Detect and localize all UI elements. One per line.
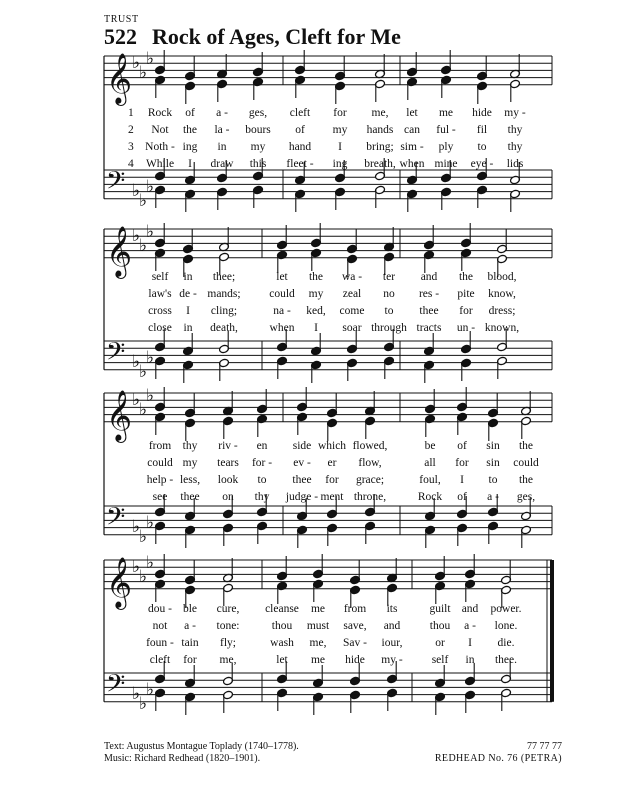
treble-clef-icon: 𝄞 (106, 389, 133, 441)
lyric-syllable: ply (438, 141, 454, 153)
lyric-syllable: iour, (381, 637, 403, 649)
flat-icon: ♭ (139, 527, 148, 547)
lyric-syllable: my - (381, 654, 403, 666)
lyric-syllable: to (488, 474, 498, 486)
lyric-syllable: wash (270, 637, 294, 649)
lyric-syllable: could (269, 288, 295, 300)
lyric-syllable: no (383, 288, 395, 300)
lyric-syllable: from (343, 603, 367, 615)
lyric-syllable: I (460, 474, 464, 486)
lyric-syllable: draw (210, 158, 234, 170)
lyric-syllable: and (461, 603, 479, 615)
lyric-syllable: ter (382, 271, 396, 283)
lyric-syllable: me, (371, 107, 389, 119)
lyric-syllable: I (188, 158, 192, 170)
lyric-syllable: tone: (216, 620, 240, 632)
lyric-syllable: me (438, 107, 454, 119)
lyric-syllable: sin (486, 457, 500, 469)
lyric-syllable: grace; (355, 474, 385, 486)
lyric-syllable: judge - (285, 491, 319, 503)
lyric-syllable: from (148, 440, 172, 452)
lyric-syllable: ev - (293, 457, 311, 469)
lyric-syllable: and (420, 271, 438, 283)
lyric-syllable: known, (484, 322, 520, 334)
verse-number: 2 (128, 124, 134, 136)
bass-clef-icon: 𝄢 (106, 166, 126, 202)
lyric-syllable: ing (332, 158, 348, 170)
lyric-syllable: to (257, 474, 267, 486)
lyric-syllable: de - (179, 288, 197, 300)
lyric-syllable: guilt (429, 603, 451, 615)
lyric-syllable: cure, (216, 603, 240, 615)
lyric-syllable: for (325, 474, 339, 486)
lyric-syllable: of (185, 107, 195, 119)
lyric-syllable: thy (254, 491, 270, 503)
lyric-syllable: I (314, 322, 318, 334)
lyric-syllable: Rock (417, 491, 443, 503)
flat-icon: ♭ (146, 513, 155, 533)
lyric-syllable: While (145, 158, 175, 170)
lyric-syllable: in (183, 322, 193, 334)
text-credit: Text: Augustus Montague Toplady (1740–1778). (104, 741, 299, 752)
lyric-syllable: thee. (494, 654, 518, 666)
lyric-syllable: on (222, 491, 234, 503)
lyric-syllable: mands; (207, 288, 241, 300)
lyric-syllable: fleet - (286, 158, 314, 170)
verse-number: 1 (128, 107, 134, 119)
flat-icon: ♭ (139, 236, 148, 256)
lyric-syllable: foun - (146, 637, 174, 649)
flat-icon: ♭ (132, 557, 141, 577)
flat-icon: ♭ (139, 400, 148, 420)
tune-credit: REDHEAD No. 76 (PETRA) (434, 753, 562, 764)
lyric-syllable: lids (506, 158, 524, 170)
lyric-syllable: this (249, 158, 267, 170)
lyric-syllable: Rock (147, 107, 173, 119)
lyric-syllable: not (152, 620, 168, 632)
lyric-syllable: thee (419, 305, 439, 317)
tune-name-label: TRUST (104, 14, 139, 25)
lyric-syllable: flowed, (352, 440, 388, 452)
lyric-syllable: ing (182, 141, 198, 153)
verse-number: 4 (128, 158, 134, 170)
lyric-syllable: of (457, 491, 467, 503)
lyric-syllable: come (339, 305, 365, 317)
lyric-syllable: or (435, 637, 445, 649)
lyric-syllable: eye - (470, 158, 494, 170)
lyric-syllable: which (317, 440, 347, 452)
lyric-syllable: when (269, 322, 295, 334)
lyric-syllable: the (518, 474, 534, 486)
lyric-syllable: thy (182, 440, 198, 452)
lyric-syllable: my (182, 457, 198, 469)
lyric-syllable: thee; (212, 271, 236, 283)
lyric-syllable: look (217, 474, 239, 486)
lyric-syllable: I (338, 141, 342, 153)
hymn-number: 522 (104, 24, 137, 49)
lyric-syllable: law's (148, 288, 172, 300)
lyric-syllable: wa - (341, 271, 363, 283)
flat-icon: ♭ (146, 553, 155, 573)
lyric-syllable: foul, (419, 474, 441, 486)
lyric-syllable: thou (429, 620, 451, 632)
flat-icon: ♭ (132, 684, 141, 704)
lyric-syllable: a - (184, 620, 196, 632)
lyric-syllable: be (424, 440, 436, 452)
lyric-syllable: fly; (220, 637, 236, 649)
treble-clef-icon: 𝄞 (106, 556, 133, 608)
flat-icon: ♭ (146, 680, 155, 700)
lyric-syllable: through (371, 322, 407, 334)
lyric-syllable: for (455, 457, 469, 469)
lyric-syllable: close (148, 322, 172, 334)
lyric-syllable: cross (148, 305, 172, 317)
lyric-syllable: the (518, 440, 534, 452)
lyric-syllable: in (183, 271, 193, 283)
lyric-syllable: let (276, 654, 288, 666)
lyric-syllable: could (513, 457, 539, 469)
lyric-syllable: all (424, 457, 436, 469)
lyric-syllable: the (458, 271, 474, 283)
lyric-syllable: hide (345, 654, 365, 666)
flat-icon: ♭ (139, 694, 148, 714)
lyric-syllable: fil (476, 124, 488, 136)
bass-clef-icon: 𝄢 (106, 502, 126, 538)
lyric-syllable: its (386, 603, 398, 615)
lyric-syllable: lone. (494, 620, 518, 632)
lyric-syllable: self (431, 654, 449, 666)
lyric-syllable: na - (273, 305, 291, 317)
lyric-syllable: self (151, 271, 169, 283)
lyric-syllable: Noth - (145, 141, 175, 153)
lyric-syllable: see (152, 491, 168, 503)
lyric-syllable: bring; (366, 141, 394, 153)
lyric-syllable: mine (434, 158, 458, 170)
lyric-syllable: cling; (210, 305, 238, 317)
lyric-syllable: to (384, 305, 394, 317)
lyric-syllable: help - (146, 474, 174, 486)
lyric-syllable: pite (457, 288, 475, 300)
lyric-syllable: thee (180, 491, 200, 503)
lyric-syllable: for (333, 107, 347, 119)
lyric-syllable: hand (288, 141, 312, 153)
lyric-syllable: dress; (488, 305, 516, 317)
flat-icon: ♭ (132, 517, 141, 537)
lyric-syllable: ble (182, 603, 198, 615)
meter-label: 77 77 77 (527, 741, 562, 752)
lyric-syllable: res - (418, 288, 440, 300)
lyric-syllable: thee (292, 474, 312, 486)
lyric-syllable: hands (366, 124, 394, 136)
lyric-syllable: breath, (364, 158, 396, 170)
lyric-syllable: when (399, 158, 425, 170)
lyric-syllable: en (256, 440, 268, 452)
lyric-syllable: a - (216, 107, 228, 119)
lyric-syllable: cleft (149, 654, 171, 666)
lyric-syllable: ges, (516, 491, 536, 503)
lyric-syllable: Not (151, 124, 169, 136)
lyric-syllable: tears (217, 457, 239, 469)
lyric-syllable: dou - (148, 603, 172, 615)
lyric-syllable: hide (472, 107, 492, 119)
lyric-syllable: in (217, 141, 227, 153)
lyric-syllable: my - (504, 107, 526, 119)
lyric-syllable: me (310, 654, 326, 666)
lyric-syllable: zeal (342, 288, 362, 300)
lyric-syllable: ked, (306, 305, 326, 317)
lyric-syllable: let (406, 107, 418, 119)
lyric-syllable: the (308, 271, 324, 283)
lyric-syllable: tracts (416, 322, 442, 334)
lyric-syllable: ges, (248, 107, 268, 119)
lyric-syllable: riv - (218, 440, 238, 452)
flat-icon: ♭ (146, 386, 155, 406)
lyric-syllable: of (457, 440, 467, 452)
flat-icon: ♭ (132, 226, 141, 246)
lyric-syllable: to (477, 141, 487, 153)
lyric-syllable: tain (181, 637, 199, 649)
lyric-syllable: my (332, 124, 348, 136)
flat-icon: ♭ (132, 53, 141, 73)
treble-clef-icon: 𝄞 (106, 225, 133, 277)
lyric-syllable: save, (343, 620, 367, 632)
lyric-syllable: of (295, 124, 305, 136)
lyric-syllable: in (465, 654, 475, 666)
lyric-syllable: I (186, 305, 190, 317)
bass-clef-icon: 𝄢 (106, 337, 126, 373)
lyric-syllable: I (468, 637, 472, 649)
lyric-syllable: me, (309, 637, 327, 649)
lyric-syllable: bours (245, 124, 271, 136)
lyric-syllable: cleft (289, 107, 311, 119)
lyric-syllable: for (183, 654, 197, 666)
lyric-syllable: could (147, 457, 173, 469)
lyric-syllable: blood, (487, 271, 517, 283)
lyric-syllable: thou (271, 620, 293, 632)
flat-icon: ♭ (139, 63, 148, 83)
lyric-syllable: cleanse (265, 603, 299, 615)
lyric-syllable: less, (179, 474, 201, 486)
lyric-syllable: must (306, 620, 330, 632)
flat-icon: ♭ (146, 177, 155, 197)
flat-icon: ♭ (139, 191, 148, 211)
lyric-syllable: ment (320, 491, 344, 503)
lyric-syllable: a - (464, 620, 476, 632)
lyric-syllable: soar (342, 322, 362, 334)
lyric-syllable: flow, (358, 457, 382, 469)
flat-icon: ♭ (146, 222, 155, 242)
flat-icon: ♭ (139, 362, 148, 382)
lyric-syllable: and (383, 620, 401, 632)
flat-icon: ♭ (132, 390, 141, 410)
lyric-syllable: Sav - (343, 637, 367, 649)
lyric-syllable: me (310, 603, 326, 615)
flat-icon: ♭ (139, 567, 148, 587)
lyric-syllable: la - (214, 124, 230, 136)
lyric-syllable: a - (487, 491, 499, 503)
lyric-syllable: know, (488, 288, 516, 300)
lyric-syllable: can (404, 124, 420, 136)
lyric-syllable: my (308, 288, 324, 300)
bass-clef-icon: 𝄢 (106, 669, 126, 705)
treble-clef-icon: 𝄞 (106, 52, 133, 104)
lyric-syllable: die. (497, 637, 515, 649)
lyric-syllable: sim - (400, 141, 424, 153)
flat-icon: ♭ (146, 348, 155, 368)
lyric-syllable: my (250, 141, 266, 153)
lyric-syllable: ful - (436, 124, 456, 136)
lyric-syllable: er (327, 457, 337, 469)
music-credit: Music: Richard Redhead (1820–1901). (104, 753, 261, 764)
verse-number: 3 (128, 141, 134, 153)
lyric-syllable: the (182, 124, 198, 136)
lyric-syllable: me, (219, 654, 237, 666)
hymn-title: Rock of Ages, Cleft for Me (152, 24, 401, 49)
lyric-syllable: power. (490, 603, 522, 615)
lyric-syllable: un - (456, 322, 476, 334)
lyric-syllable: sin (486, 440, 500, 452)
lyric-syllable: side (292, 440, 312, 452)
lyric-syllable: death, (210, 322, 238, 334)
lyric-syllable: thy (507, 141, 523, 153)
flat-icon: ♭ (146, 49, 155, 69)
flat-icon: ♭ (132, 352, 141, 372)
lyric-syllable: for (459, 305, 473, 317)
lyric-syllable: throne, (353, 491, 387, 503)
flat-icon: ♭ (132, 181, 141, 201)
lyric-syllable: thy (507, 124, 523, 136)
lyric-syllable: for - (251, 457, 273, 469)
lyric-syllable: let (276, 271, 288, 283)
